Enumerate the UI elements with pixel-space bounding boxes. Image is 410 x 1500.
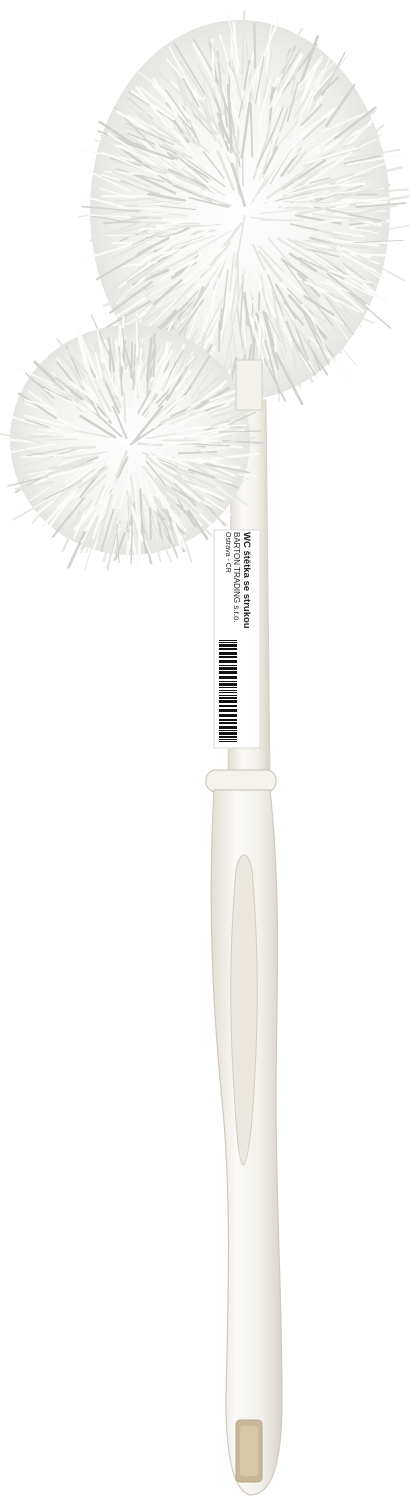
label-title: WC štětka se strukou [241,532,252,629]
label-address: Ostrava - CR [224,532,231,573]
label-company: BARTON TRADING s.r.o. [232,532,241,623]
bristle-strand [150,509,151,539]
bristle-strand [45,439,77,440]
bristle-strand [162,436,202,437]
bristle-strand [103,222,139,223]
bristle-strand [163,218,200,219]
label-text-block [214,532,258,747]
bristle-strand [128,500,129,541]
bristle-strand [220,431,261,432]
bristle-strand [68,447,95,448]
bristle-strand [237,254,238,300]
bristle-strand [254,24,255,68]
handle-collar [206,770,276,792]
bristle-strand [27,436,62,437]
brush-neck [236,360,262,410]
bristle-strand [237,124,239,163]
bristle-strand [124,393,125,422]
bristle-strand [231,39,232,98]
